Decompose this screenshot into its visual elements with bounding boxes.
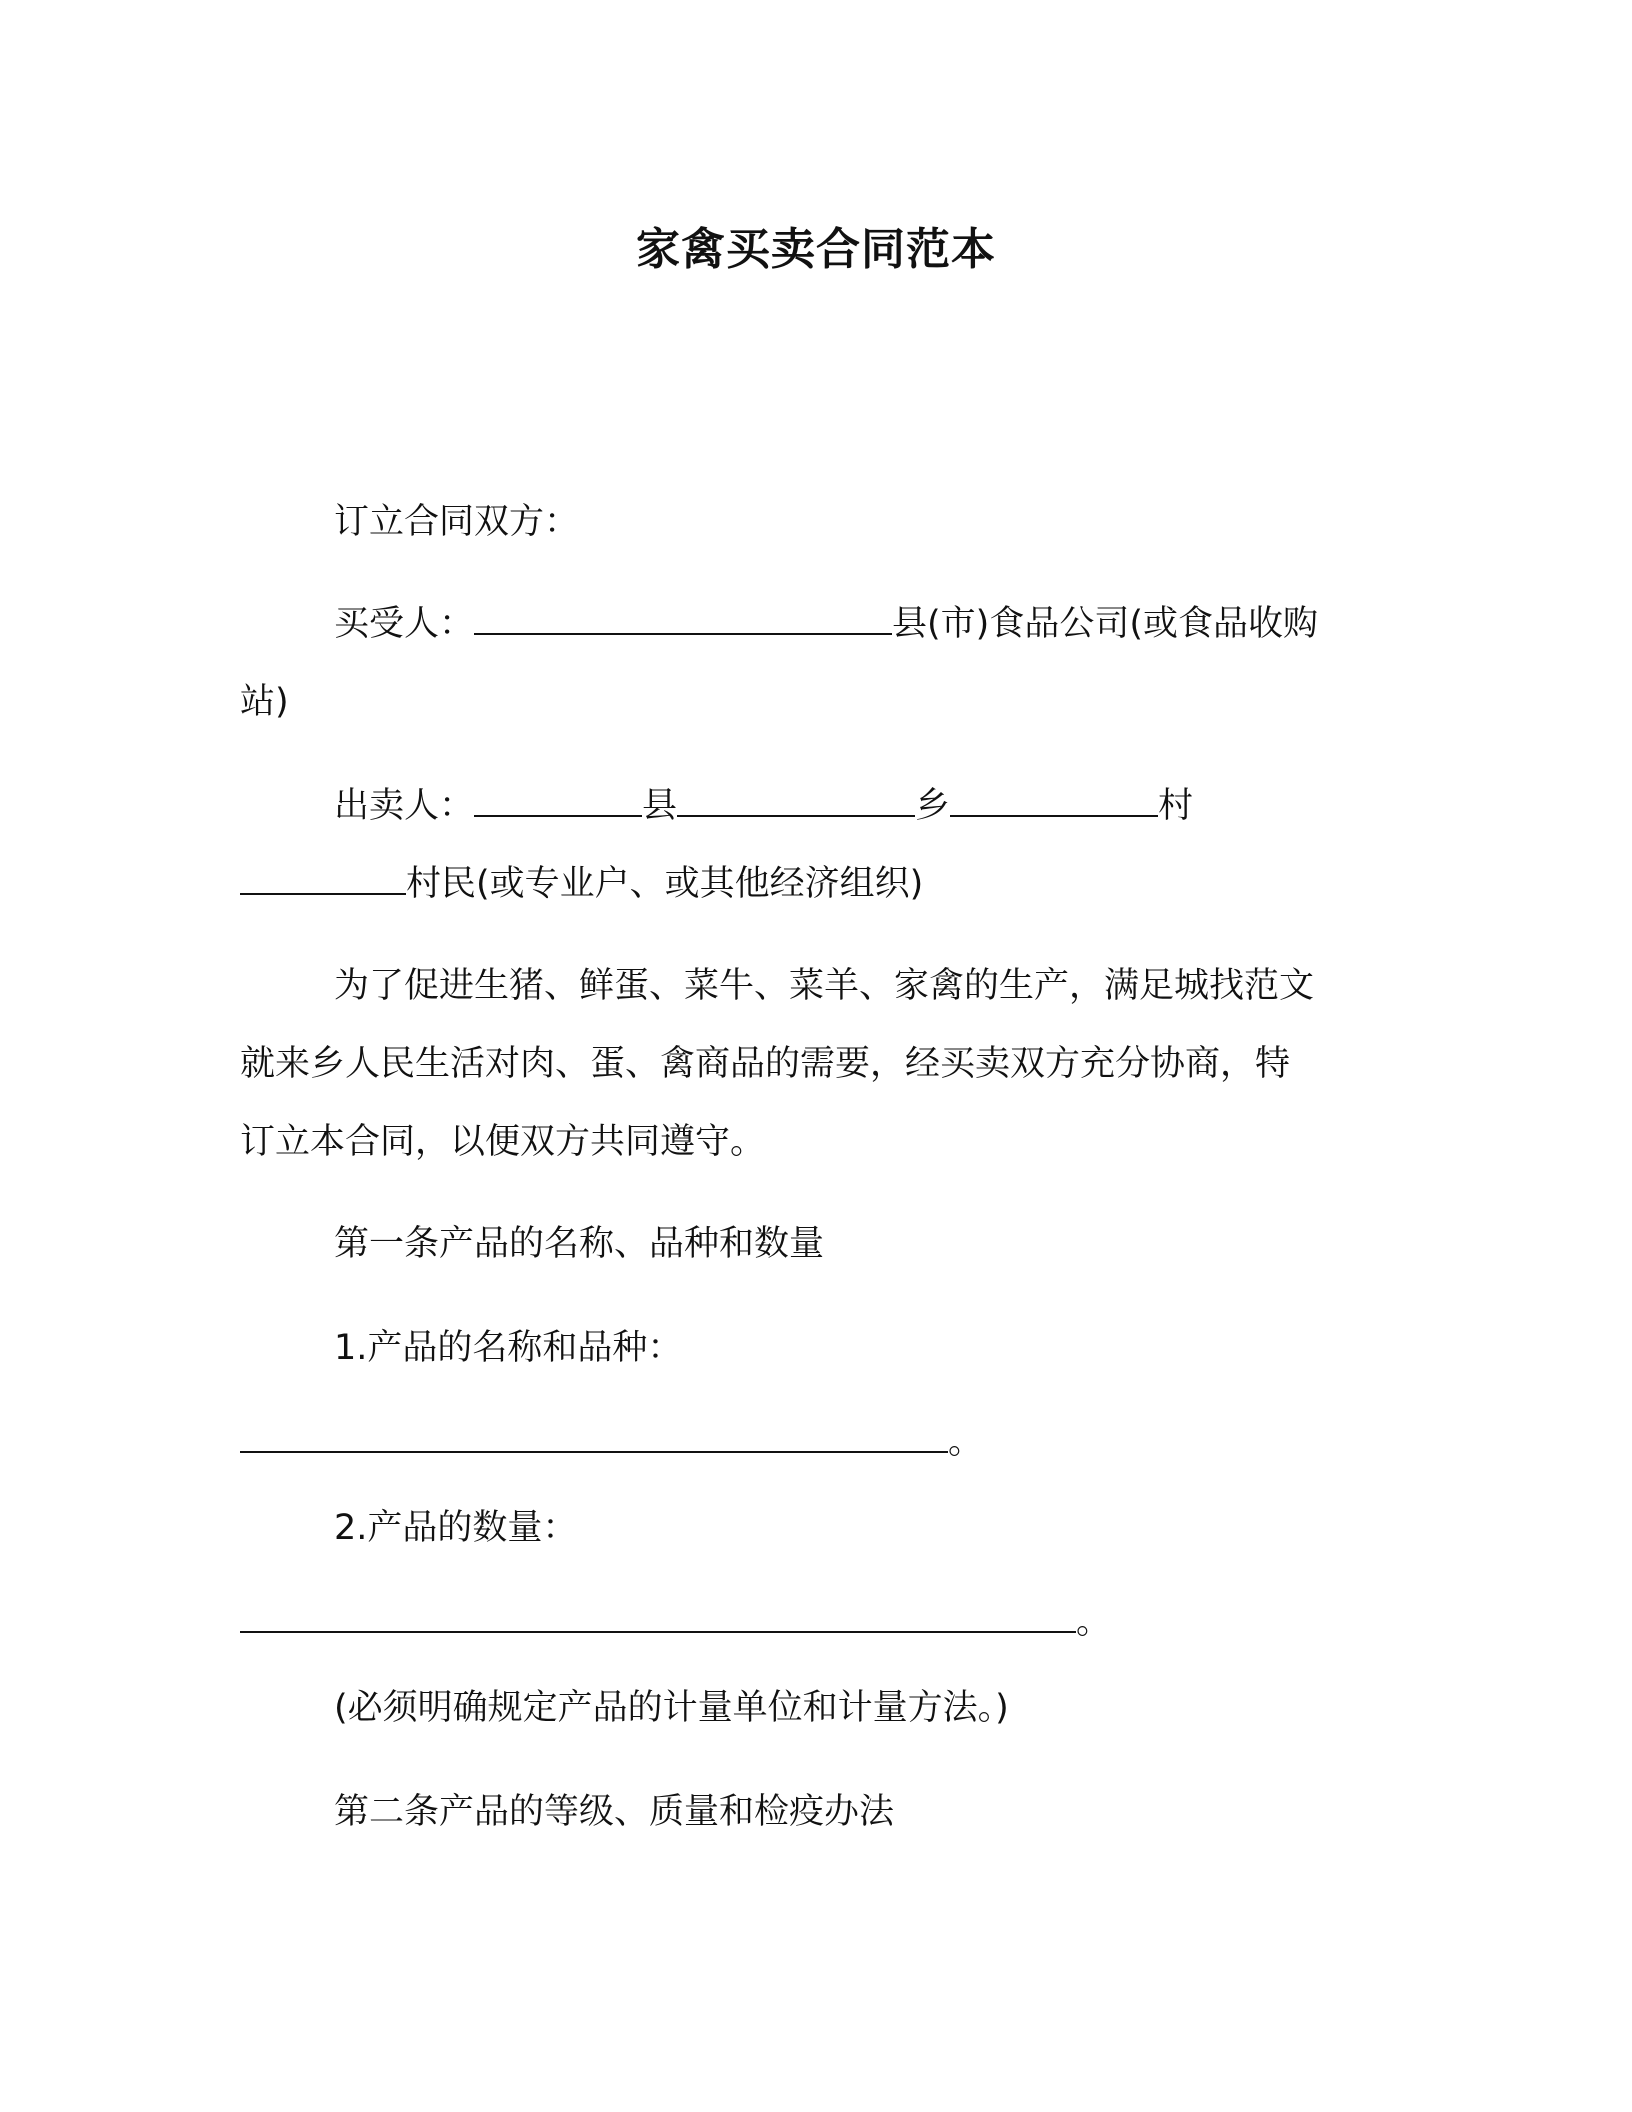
seller-line [334, 784, 1193, 828]
seller-suffix: 村民(或专业户、或其他经济组织) [406, 864, 924, 904]
buyer-wrap: 站) [240, 682, 289, 722]
seller-county: 县 [642, 786, 678, 826]
item1-fill-line [240, 1420, 983, 1464]
seller-county-blank [474, 785, 642, 817]
buyer-blank [474, 603, 892, 635]
document-title: 家禽买卖合同范本 [636, 224, 996, 275]
buyer-line [334, 602, 1318, 646]
seller-township-blank [677, 785, 915, 817]
article1-item2: 2.产品的数量： [334, 1508, 578, 1548]
seller-village-blank [950, 785, 1158, 817]
item2-blank [240, 1601, 1076, 1633]
buyer-suffix: 县(市)食品公司(或食品收购 [892, 604, 1318, 644]
item1-blank [240, 1421, 948, 1453]
seller-village: 村 [1158, 786, 1194, 826]
article1-item1: 1.产品的名称和品种： [334, 1328, 683, 1368]
seller-villager-blank [240, 863, 406, 895]
seller-township: 乡 [915, 786, 951, 826]
preamble-line-2: 就来乡人民生活对肉、蛋、禽商品的需要，经买卖双方充分协商，特 [240, 1044, 1291, 1084]
item2-period: 。 [1076, 1602, 1112, 1642]
article1-note: (必须明确规定产品的计量单位和计量方法。) [334, 1688, 1009, 1728]
item2-fill-line [240, 1600, 1111, 1644]
parties-heading: 订立合同双方： [334, 502, 580, 542]
item1-period: 。 [948, 1422, 984, 1462]
preamble-line-1: 为了促进生猪、鲜蛋、菜牛、菜羊、家禽的生产，满足城找范文 [334, 966, 1315, 1006]
seller-label: 出卖人： [334, 786, 475, 826]
article1-heading: 第一条产品的名称、品种和数量 [334, 1224, 825, 1264]
article2-heading: 第二条产品的等级、质量和检疫办法 [334, 1792, 895, 1832]
seller-wrap-line [240, 862, 923, 906]
preamble-line-3: 订立本合同，以便双方共同遵守。 [240, 1122, 766, 1162]
buyer-label: 买受人： [334, 604, 475, 644]
